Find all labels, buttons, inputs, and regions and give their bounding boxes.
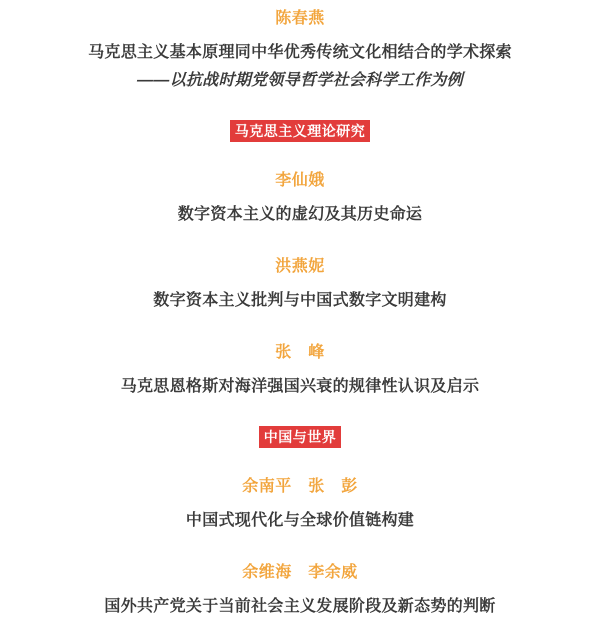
article-title: 马克思恩格斯对海洋强国兴衰的规律性认识及启示	[120, 378, 480, 395]
article-title: 数字资本主义批判与中国式数字文明建构	[153, 292, 447, 309]
author-names: 张 峰	[275, 344, 325, 361]
author-names: 陈春燕	[275, 10, 325, 27]
article-subtitle: ——以抗战时期党领导哲学社会科学工作为例	[136, 72, 463, 89]
section-badge-row	[0, 120, 600, 142]
author-names: 余南平 张 彭	[242, 478, 358, 495]
section-badge: 马克思主义理论研究	[230, 120, 371, 142]
author-names: 余维海 李余威	[242, 564, 358, 581]
article-title: 中国式现代化与全球价值链构建	[185, 512, 415, 529]
article-title: 马克思主义基本原理同中华优秀传统文化相结合的学术探索	[88, 44, 512, 61]
author-names: 洪燕妮	[275, 258, 325, 275]
section-badge: 中国与世界	[259, 426, 342, 448]
article-title: 国外共产党关于当前社会主义发展阶段及新态势的判断	[104, 598, 496, 615]
section-badge-row	[0, 426, 600, 448]
author-names: 李仙娥	[275, 172, 325, 189]
article-title: 数字资本主义的虚幻及其历史命运	[177, 206, 423, 223]
